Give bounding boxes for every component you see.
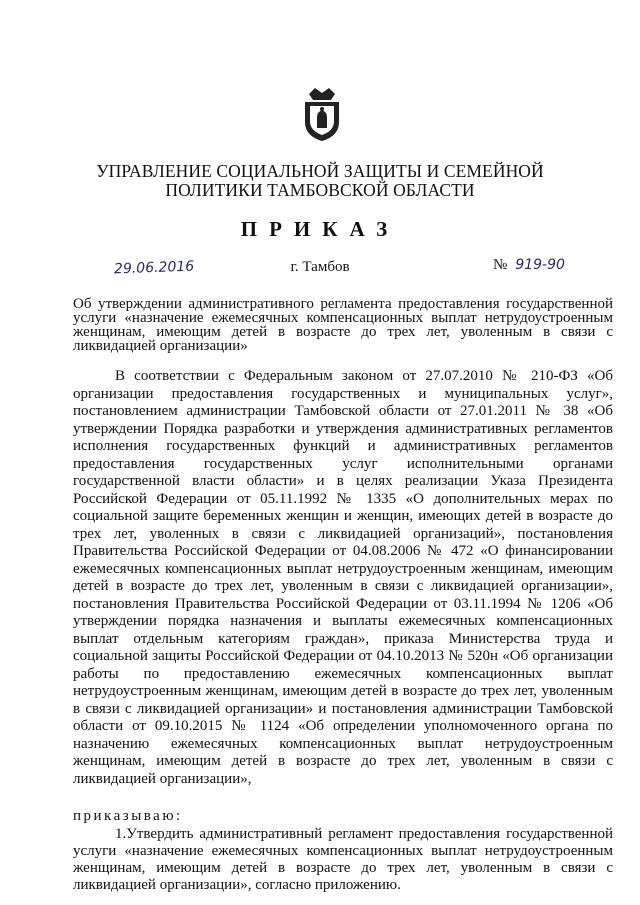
tambov-coat-of-arms-icon [301, 84, 343, 142]
handwritten-date: 29.06.2016 [113, 258, 195, 278]
organization-name: УПРАВЛЕНИЕ СОЦИАЛЬНОЙ ЗАЩИТЫ И СЕМЕЙНОЙ ПОЛИТИКИ ТАМБОВСКОЙ ОБЛАСТИ [96, 161, 544, 200]
decree-word: приказываю: [73, 808, 183, 824]
preamble-paragraph: В соответствии с Федеральным законом от 27.07.2010 № 210-ФЗ «Об организации предоставления государственных и муниципальных услуг», постановлением администрации Тамбовской области от 27.01.2011 № 38 «Об утверждении Порядка разработки и утверждения административных регламентов исполнения государственных функций и административных регламентов предоставления государственных услуг исполнительными органами государственной власти области» и в целях реализации Указа Президента Российской Федерации от 05.11.1992 № 1335 «О дополнительных мерах по социальной защите беременных женщин и женщин, имеющих детей в возрасте до трех лет, уволенных в связи с ликвидацией организаций», постановления Правительства Российской Федерации от 04.08.2006 № 472 «О финансировании ежемесячных компенсационных выплат нетрудоустроенным женщинам, имеющим детей в возрасте до трех лет, уволенным в связи с ликвидацией организации», постановления Правительства Российской Федерации от 03.11.1994 № 1206 «Об утверждении порядка назначения и выплаты ежемесячных компенсационных выплат отдельным категориям граждан», приказа Министерства труда и социальной защиты Российской Федерации от 04.10.2013 № 520н «Об организации работы по предоставлению ежемесячных компенсационных выплат нетрудоустроенным женщинам, имеющим детей в возрасте до трех лет, уволенным в связи с ликвидацией организации» и постановления администрации Тамбовской области от 09.10.2015 № 1124 «Об определении уполномоченного органа по назначению ежемесячных компенсационных выплат нетрудоустроенным женщинам, имеющим детей в возрасте до трех лет, уволенным в связи с ликвидацией организации», [73, 368, 613, 787]
order-item-1: 1.Утвердить административный регламент предоставления государственной услуги «назначение ежемесячных компенсационных выплат нетрудоустроенным женщинам, имеющим детей в возрасте до трех лет, уволенным в связи с ликвидацией организации», согласно приложению. [73, 826, 613, 893]
order-subject: Об утверждении административного регламента предоставления государственной услуги «назначение ежемесячных компенсационных выплат нетрудоустроенным женщинам, имеющим детей в возрасте до трех лет, уволенным в связи с ликвидацией организации» [73, 296, 613, 354]
handwritten-number: 919-90 [515, 257, 565, 273]
order-number [493, 257, 565, 274]
city-label: г. Тамбов [290, 259, 350, 275]
document-type-title: ПРИКАЗ [240, 217, 400, 241]
number-label: № [493, 257, 508, 273]
